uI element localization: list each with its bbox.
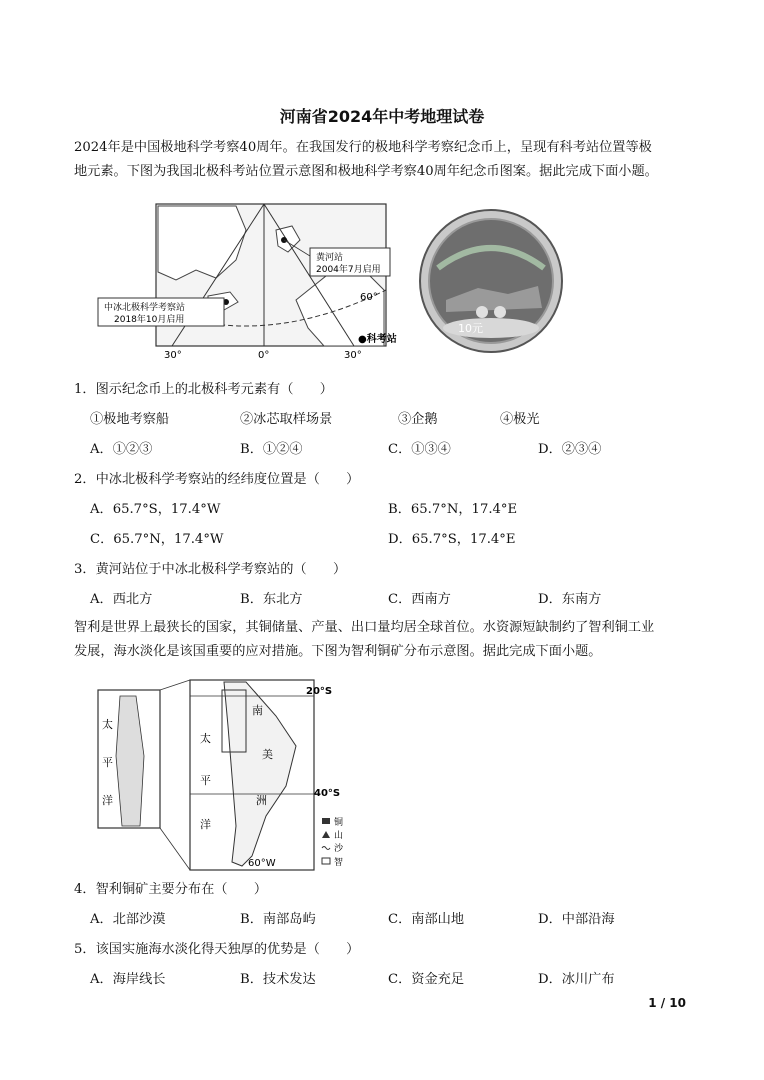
legend-mountain-swatch	[322, 831, 330, 838]
q1-item-4: ④极光	[500, 412, 540, 427]
intro-paragraph-1	[74, 136, 694, 184]
q5-option-c[interactable]: C．资金充足	[388, 972, 465, 987]
inset-ocean-ping: 平	[102, 756, 113, 769]
q1-item-3: ③企鹅	[398, 412, 438, 427]
q2-stem: 2．中冰北极科学考察站的经纬度位置是（ ）	[74, 472, 360, 487]
q2-option-b[interactable]: B．65.7°N，17.4°E	[388, 502, 518, 517]
intro1-line1: 2024年是中国极地科学考察40周年。在我国发行的极地科学考察纪念币上，呈现有科考站位置等极	[74, 140, 652, 155]
q1-item-2: ②冰芯取样场景	[240, 412, 333, 427]
q3-option-b[interactable]: B．东北方	[240, 592, 303, 607]
continent-mei: 美	[262, 748, 273, 761]
legend-station: ●科考站	[358, 334, 397, 345]
q5-option-a[interactable]: A．海岸线长	[90, 972, 166, 987]
map-legend	[322, 816, 344, 868]
station1-name: 中冰北极科学考察站	[104, 303, 186, 313]
inset-ocean-yang: 洋	[102, 794, 113, 807]
continent-zhou: 洲	[256, 794, 267, 807]
q3-option-a[interactable]: A．西北方	[90, 592, 153, 607]
q1-item-1: ①极地考察船	[90, 412, 170, 427]
lon-mid-label: 0°	[258, 350, 270, 361]
continent-nan: 南	[252, 704, 263, 717]
q2-option-c[interactable]: C．65.7°N，17.4°W	[90, 532, 224, 547]
q5-option-d[interactable]: D．冰川广布	[538, 972, 615, 987]
page-title: 河南省2024年中考地理试卷	[279, 107, 485, 126]
legend-desert: 沙	[334, 844, 344, 854]
q2-option-d[interactable]: D．65.7°S，17.4°E	[388, 532, 516, 547]
station1-date: 2018年10月启用	[114, 315, 185, 325]
q3-option-c[interactable]: C．西南方	[388, 592, 451, 607]
q1-option-a[interactable]: A．①②③	[90, 442, 153, 457]
ocean-yang: 洋	[200, 818, 211, 831]
lat-40s-label: 40°S	[314, 788, 341, 799]
intro-paragraph-2	[74, 616, 694, 664]
legend-copper: 铜	[334, 818, 344, 828]
q4-stem: 4．智利铜矿主要分布在（ ）	[74, 882, 268, 897]
q1-option-d[interactable]: D．②③④	[538, 442, 602, 457]
page-number: 1 / 10	[648, 996, 686, 1010]
q5-option-b[interactable]: B．技术发达	[240, 972, 316, 987]
researcher-2	[494, 306, 506, 318]
lon-right-label: 30°	[344, 350, 362, 361]
coin-value: 10元	[458, 322, 483, 335]
inset-connector-bottom	[160, 828, 190, 870]
q4-option-c[interactable]: C．南部山地	[388, 912, 465, 927]
arctic-station-map	[96, 200, 406, 362]
intro1-line2: 地元素。下图为我国北极科考站位置示意图和极地科学考察40周年纪念币图案。据此完成下面小题。	[74, 164, 658, 179]
q2-option-a[interactable]: A．65.7°S，17.4°W	[90, 502, 221, 517]
legend-chile-swatch	[322, 858, 330, 864]
intro2-line1: 智利是世界上最狭长的国家，其铜储量、产量、出口量均居全球首位。水资源短缺制约了智利铜工业	[74, 620, 655, 635]
legend-desert-swatch	[322, 847, 330, 850]
researcher-1	[476, 306, 488, 318]
commemorative-coin	[418, 208, 564, 354]
q5-stem: 5．该国实施海水淡化得天独厚的优势是（ ）	[74, 942, 360, 957]
intro2-line2: 发展，海水淡化是该国重要的应对措施。下图为智利铜矿分布示意图。据此完成下面小题。	[74, 644, 602, 659]
q3-option-d[interactable]: D．东南方	[538, 592, 602, 607]
chile-copper-map	[96, 676, 366, 872]
q1-option-b[interactable]: B．①②④	[240, 442, 303, 457]
ocean-tai: 太	[200, 732, 211, 745]
inset-connector-top	[160, 680, 190, 690]
legend-copper-swatch	[322, 818, 330, 824]
q4-option-a[interactable]: A．北部沙漠	[90, 912, 166, 927]
lat-20s-label: 20°S	[306, 686, 333, 697]
station2-name: 黄河站	[316, 253, 344, 263]
lat-60-label: 60°	[360, 292, 378, 303]
q4-option-b[interactable]: B．南部岛屿	[240, 912, 316, 927]
q4-option-d[interactable]: D．中部沿海	[538, 912, 615, 927]
inset-ocean-tai: 太	[102, 718, 113, 731]
station2-date: 2004年7月启用	[316, 265, 381, 275]
q1-stem: 1．图示纪念币上的北极科考元素有（ ）	[74, 382, 333, 397]
q1-option-c[interactable]: C．①③④	[388, 442, 451, 457]
lon-left-label: 30°	[164, 350, 182, 361]
q3-stem: 3．黄河站位于中冰北极科学考察站的（ ）	[74, 562, 347, 577]
legend-mountain: 山	[334, 831, 344, 841]
legend-chile: 智	[334, 858, 344, 868]
ocean-ping: 平	[200, 774, 211, 787]
lon-60w-label: 60°W	[248, 858, 276, 869]
